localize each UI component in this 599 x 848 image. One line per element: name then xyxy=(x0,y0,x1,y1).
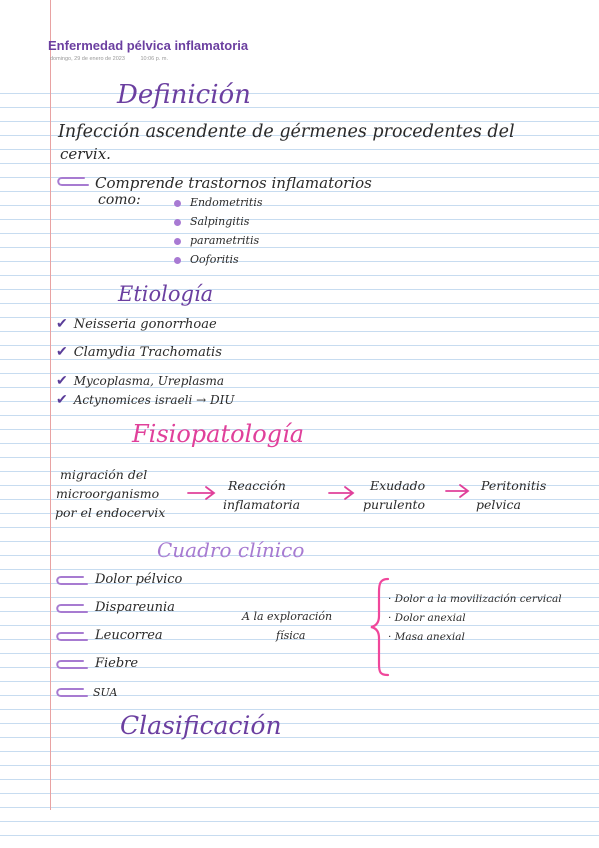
cuadro-item-2: Dispareunia xyxy=(95,600,175,615)
curly-brace-icon xyxy=(368,576,392,678)
definicion-text-line1: Infección ascendente de gérmenes procedentes del xyxy=(58,122,515,142)
list-item: ✔ Clamydia Trachomatis xyxy=(56,344,222,360)
exploracion-line1: A la exploración xyxy=(242,610,333,623)
cuadro-item-5: SUA xyxy=(93,686,118,699)
bullet-icon xyxy=(174,219,181,226)
list-item: Ooforitis xyxy=(174,253,239,266)
hallazgo-item-2: · Dolor anexial xyxy=(388,612,466,624)
hallazgo-item-1: · Dolor a la movilización cervical xyxy=(388,593,562,605)
arrow-right-icon xyxy=(327,485,357,501)
list-item: parametritis xyxy=(174,234,259,247)
comprende-line1: Comprende trastornos inflamatorios xyxy=(95,174,372,192)
hook-arrow-icon xyxy=(54,174,92,190)
page-meta xyxy=(50,56,182,62)
flow-step-1-line2: microorganismo xyxy=(56,486,160,501)
cuadro-item-1: Dolor pélvico xyxy=(95,572,183,587)
list-item: ✔ Neisseria gonorrhoae xyxy=(56,316,217,332)
hallazgo-item-3: · Masa anexial xyxy=(388,631,465,643)
hook-arrow-icon xyxy=(53,629,91,645)
check-icon: ✔ xyxy=(56,316,68,332)
comprende-line2: como: xyxy=(98,192,141,208)
heading-fisiopatologia: Fisiopatología xyxy=(132,420,305,448)
check-icon: ✔ xyxy=(56,392,68,408)
flow-step-2-line1: Reacción xyxy=(228,478,286,493)
hook-arrow-icon xyxy=(53,685,91,701)
page-time: 10:06 p. m. xyxy=(140,56,168,62)
check-icon: ✔ xyxy=(56,373,68,389)
page-date: domingo, 29 de enero de 2023 xyxy=(50,56,125,62)
flow-step-1-line3: por el endocervix xyxy=(55,505,166,520)
hook-arrow-icon xyxy=(53,657,91,673)
list-item: ✔ Mycoplasma, Ureplasma xyxy=(56,373,225,389)
check-icon: ✔ xyxy=(56,344,68,360)
definicion-text-line2: cervix. xyxy=(60,145,111,163)
hook-arrow-icon xyxy=(53,601,91,617)
heading-etiologia: Etiología xyxy=(118,282,214,306)
flow-step-4-line1: Peritonitis xyxy=(481,478,547,493)
heading-clasificacion: Clasificación xyxy=(120,711,282,740)
margin-line xyxy=(50,0,51,810)
bullet-icon xyxy=(174,238,181,245)
bullet-icon xyxy=(174,200,181,207)
list-item: ✔ Actynomices israeli → DIU xyxy=(56,392,235,408)
arrow-right-icon xyxy=(186,485,218,501)
flow-step-4-line2: pelvica xyxy=(476,497,521,512)
heading-definicion: Definición xyxy=(117,80,251,110)
flow-step-2-line2: inflamatoria xyxy=(223,497,301,512)
heading-cuadro-clinico: Cuadro clínico xyxy=(157,538,305,562)
flow-step-3-line1: Exudado xyxy=(370,478,426,493)
bullet-icon xyxy=(174,257,181,264)
page-title[interactable]: Enfermedad pélvica inflamatoria xyxy=(48,38,249,53)
flow-step-3-line2: purulento xyxy=(363,497,426,512)
list-item: Salpingitis xyxy=(174,215,249,228)
list-item: Endometritis xyxy=(174,196,263,209)
flow-step-1-line1: migración del xyxy=(60,467,148,482)
cuadro-item-4: Fiebre xyxy=(95,656,139,671)
hook-arrow-icon xyxy=(53,573,91,589)
cuadro-item-3: Leucorrea xyxy=(95,628,163,643)
arrow-right-icon xyxy=(444,483,472,499)
exploracion-line2: física xyxy=(276,629,306,642)
